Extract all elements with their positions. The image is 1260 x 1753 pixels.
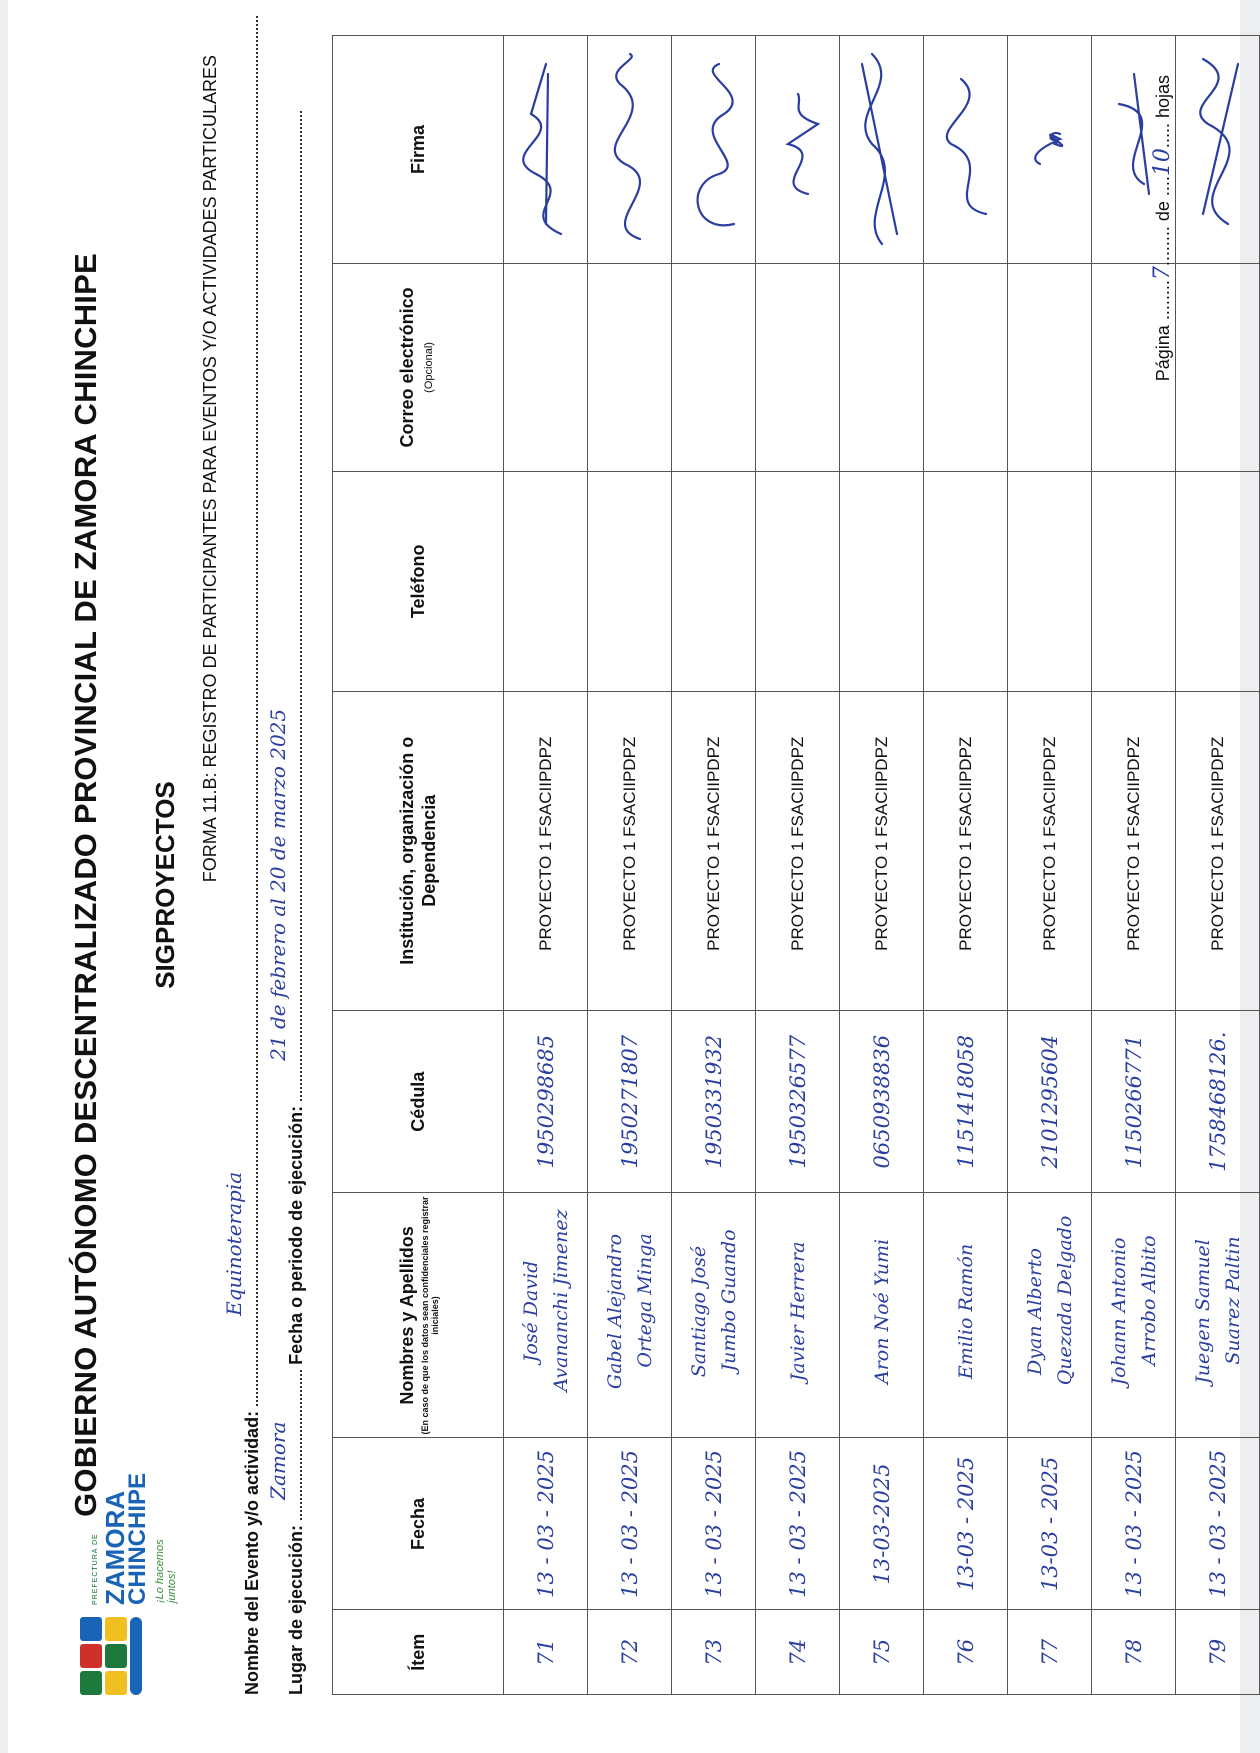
last-name-line: Avananchi Jimenez xyxy=(549,1209,572,1392)
handwritten-signature xyxy=(590,44,670,254)
table-row xyxy=(672,36,756,1695)
cell-signature xyxy=(504,36,588,264)
cell-email xyxy=(504,263,588,471)
cell-date: 13 - 03 - 2025 xyxy=(1092,1438,1176,1610)
cell-item: 73 xyxy=(672,1610,756,1695)
first-name-line: Emilio Ramón xyxy=(954,1243,977,1380)
page-title: GOBIERNO AUTÓNOMO DESCENTRALIZADO PROVINCIAL DE ZAMORA CHINCHIPE xyxy=(68,253,103,1517)
cell-item: 76 xyxy=(924,1610,1008,1695)
cell-id: 1150266771 xyxy=(1092,1010,1176,1193)
table-header-row xyxy=(333,36,504,1695)
first-name-line: Gabel Alejandro xyxy=(603,1233,626,1390)
cell-name xyxy=(504,1193,588,1438)
logo-text-chinchipe: CHINCHIPE xyxy=(124,1472,151,1605)
cell-institution: PROYECTO 1 FSACIIPDPZ xyxy=(504,691,588,1010)
cell-phone xyxy=(924,471,1008,691)
header-date: Fecha xyxy=(333,1438,504,1610)
table-row xyxy=(840,36,924,1695)
header-institution: Institución, organización o Dependencia xyxy=(333,691,504,1010)
header-email xyxy=(333,263,504,471)
cell-date: 13 - 03 - 2025 xyxy=(756,1438,840,1610)
header-email-note: (Opcional) xyxy=(423,342,435,393)
header-id: Cédula xyxy=(333,1010,504,1193)
cell-id: 1950326577 xyxy=(756,1010,840,1193)
table-row xyxy=(756,36,840,1695)
cell-phone xyxy=(672,471,756,691)
cell-name xyxy=(588,1193,672,1438)
last-name-line: Quezada Delgado xyxy=(1053,1215,1076,1386)
cell-signature xyxy=(756,36,840,264)
first-name-line: Santiago José xyxy=(687,1245,710,1378)
participants-table xyxy=(332,35,1260,1695)
cell-institution: PROYECTO 1 FSACIIPDPZ xyxy=(924,691,1008,1010)
table-body xyxy=(504,36,1260,1695)
header-email-label: Correo electrónico xyxy=(397,287,417,448)
cell-signature xyxy=(588,36,672,264)
handwritten-signature xyxy=(1010,44,1090,254)
table-row xyxy=(588,36,672,1695)
logo-text-top: PREFECTURA DE xyxy=(92,1533,99,1605)
table-row xyxy=(1176,36,1260,1695)
first-name-line: Dyan Alberto xyxy=(1023,1248,1046,1375)
cell-institution: PROYECTO 1 FSACIIPDPZ xyxy=(1176,691,1260,1010)
page-number: 7 xyxy=(1150,266,1175,281)
cell-phone xyxy=(588,471,672,691)
cell-phone xyxy=(756,471,840,691)
cell-phone xyxy=(504,471,588,691)
header-name xyxy=(333,1193,504,1438)
system-name: SIGPROYECTOS xyxy=(150,781,180,989)
execution-info-row xyxy=(266,111,307,1695)
cell-name xyxy=(924,1193,1008,1438)
date-period-value: 21 de febrero al 20 de marzo 2025 xyxy=(266,708,290,1061)
table-row xyxy=(504,36,588,1695)
cell-phone xyxy=(1008,471,1092,691)
cell-item: 72 xyxy=(588,1610,672,1695)
total-pages: 10 xyxy=(1150,148,1175,177)
cell-item: 79 xyxy=(1176,1610,1260,1695)
header-signature: Firma xyxy=(333,36,504,264)
header-name-note: (En caso de que los datos sean confidenciales registrar iniciales) xyxy=(420,1196,440,1435)
cell-phone xyxy=(1092,471,1176,691)
cell-institution: PROYECTO 1 FSACIIPDPZ xyxy=(840,691,924,1010)
first-name-line: Javier Herrera xyxy=(786,1241,809,1382)
table-row xyxy=(1008,36,1092,1695)
cell-id: 0650938836 xyxy=(840,1010,924,1193)
cell-date: 13 - 03 - 2025 xyxy=(588,1438,672,1610)
cell-date: 13-03 - 2025 xyxy=(1008,1438,1092,1610)
cell-signature xyxy=(1176,36,1260,264)
cell-id: 2101295604 xyxy=(1008,1010,1092,1193)
handwritten-signature xyxy=(1178,44,1258,254)
cell-email xyxy=(840,263,924,471)
page-counter: Página ........7........ de ....10..... hojas xyxy=(1150,75,1175,382)
cell-signature xyxy=(924,36,1008,264)
handwritten-signature xyxy=(842,44,922,254)
cell-email xyxy=(588,263,672,471)
header-name-label: Nombres y Apellidos xyxy=(397,1226,417,1405)
last-name-line: Arrobo Albito xyxy=(1137,1235,1160,1366)
header-item: Ítem xyxy=(333,1610,504,1695)
header-phone: Teléfono xyxy=(333,471,504,691)
cell-date: 13 - 03 - 2025 xyxy=(1176,1438,1260,1610)
cell-email xyxy=(1008,263,1092,471)
cell-email xyxy=(924,263,1008,471)
last-name-line: Suarez Paltin xyxy=(1221,1236,1244,1365)
first-name-line: Juegen Samuel xyxy=(1191,1239,1214,1384)
cell-item: 77 xyxy=(1008,1610,1092,1695)
cell-name xyxy=(840,1193,924,1438)
cell-item: 71 xyxy=(504,1610,588,1695)
cell-institution: PROYECTO 1 FSACIIPDPZ xyxy=(588,691,672,1010)
cell-name xyxy=(1092,1193,1176,1438)
logo-slogan: ¡Lo hacemos juntos! xyxy=(154,1539,178,1603)
handwritten-signature xyxy=(506,44,586,254)
cell-email xyxy=(756,263,840,471)
landscape-form-sheet xyxy=(28,35,1244,1735)
cell-institution: PROYECTO 1 FSACIIPDPZ xyxy=(672,691,756,1010)
cell-item: 74 xyxy=(756,1610,840,1695)
cell-id: 1950298685 xyxy=(504,1010,588,1193)
cell-item: 75 xyxy=(840,1610,924,1695)
handwritten-signature xyxy=(674,44,754,254)
cell-signature xyxy=(1008,36,1092,264)
handwritten-signature xyxy=(926,44,1006,254)
cell-id: 1950331932 xyxy=(672,1010,756,1193)
place-value: Zamora xyxy=(266,1421,290,1500)
sheets-label: hojas xyxy=(1153,75,1173,119)
cell-id: 1151418058 xyxy=(924,1010,1008,1193)
event-name-field xyxy=(222,16,263,1695)
last-name-line: Jumbo Guando xyxy=(717,1229,740,1372)
first-name-line: José David xyxy=(519,1260,542,1363)
cell-date: 13-03-2025 xyxy=(840,1438,924,1610)
form-title: FORMA 11.B: REGISTRO DE PARTICIPANTES PARA EVENTOS Y/O ACTIVIDADES PARTICULARES xyxy=(200,55,220,883)
cell-institution: PROYECTO 1 FSACIIPDPZ xyxy=(1008,691,1092,1010)
cell-institution: PROYECTO 1 FSACIIPDPZ xyxy=(756,691,840,1010)
cell-signature xyxy=(672,36,756,264)
handwritten-signature xyxy=(758,44,838,254)
cell-name xyxy=(1008,1193,1092,1438)
cell-name xyxy=(1176,1193,1260,1438)
page-label: Página xyxy=(1153,325,1173,382)
first-name-line: Aron Noé Yumi xyxy=(870,1238,893,1385)
first-name-line: Johann Antonio xyxy=(1107,1237,1130,1386)
cell-id: 1758468126. xyxy=(1176,1010,1260,1193)
table-row xyxy=(924,36,1008,1695)
place-label: Lugar de ejecución: xyxy=(286,1524,306,1695)
cell-date: 13 - 03 - 2025 xyxy=(504,1438,588,1610)
cell-email xyxy=(1176,263,1260,471)
cell-name xyxy=(756,1193,840,1438)
cell-email xyxy=(672,263,756,471)
date-period-label: Fecha o periodo de ejecución: xyxy=(286,1105,306,1365)
event-name-label: Nombre del Evento y/o actividad: xyxy=(242,1410,262,1695)
last-name-line: Ortega Minga xyxy=(633,1233,656,1368)
cell-phone xyxy=(840,471,924,691)
cell-signature xyxy=(840,36,924,264)
cell-institution: PROYECTO 1 FSACIIPDPZ xyxy=(1092,691,1176,1010)
event-name-value: Equinoterapia xyxy=(222,1171,246,1316)
cell-item: 78 xyxy=(1092,1610,1176,1695)
scanned-page xyxy=(8,0,1244,1753)
of-label: de xyxy=(1153,201,1173,222)
logo-text-zamora: ZAMORA xyxy=(100,1490,130,1605)
cell-date: 13 - 03 - 2025 xyxy=(672,1438,756,1610)
cell-date: 13-03 - 2025 xyxy=(924,1438,1008,1610)
cell-phone xyxy=(1176,471,1260,691)
cell-id: 1950271807 xyxy=(588,1010,672,1193)
cell-name xyxy=(672,1193,756,1438)
